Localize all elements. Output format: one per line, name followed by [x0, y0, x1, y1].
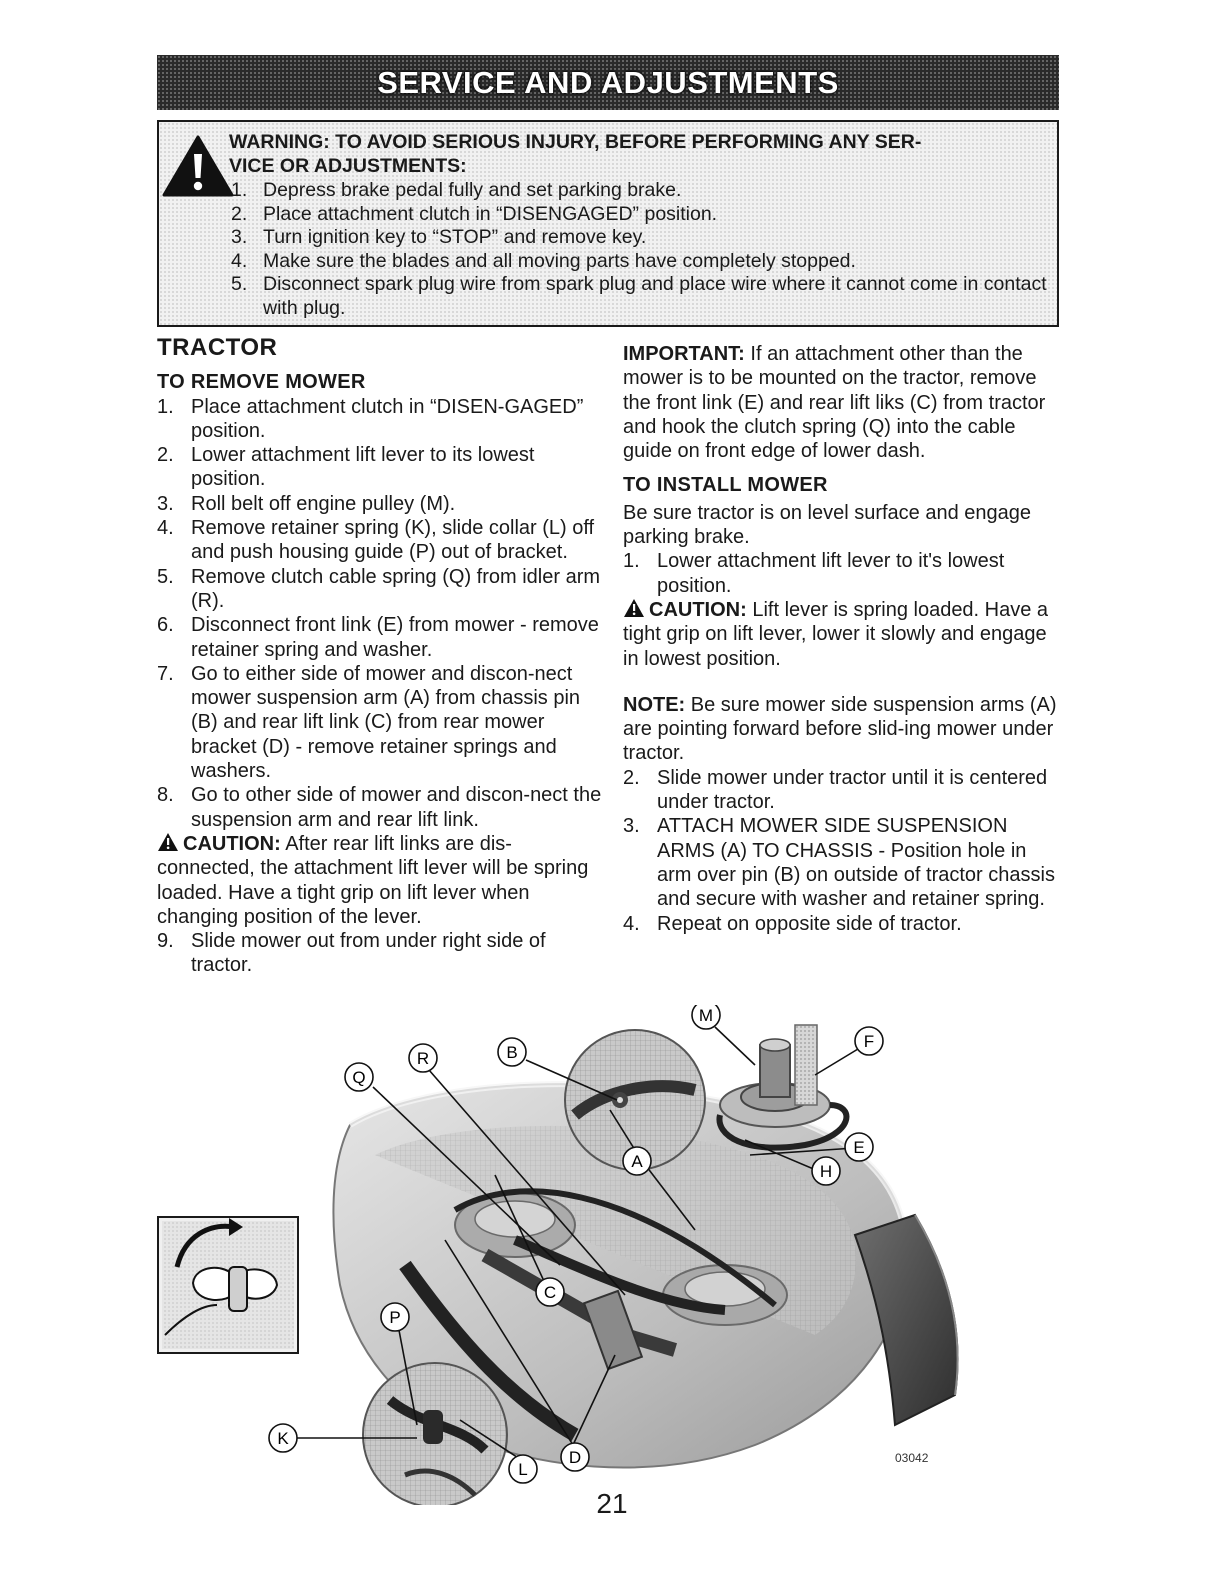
warning-heading-line-2: VICE OR ADJUSTMENTS:: [229, 155, 467, 177]
remove-mower-final-step: [157, 929, 602, 978]
step-number: 4.: [157, 517, 174, 540]
remove-mower-heading: TO REMOVE MOWER: [157, 371, 366, 394]
mower-deck-illustration: [155, 1005, 1067, 1505]
warning-item: [231, 203, 1051, 227]
caution-text: After rear lift links are dis-connected, the attachment lift lever will be spring loaded. Have a tight grip on lift lever when changing position of the lever.: [157, 832, 589, 928]
step-text: Lower attachment lift lever to it's lowest position.: [657, 550, 1005, 597]
remove-step: [157, 516, 602, 565]
left-column: [157, 336, 602, 978]
warning-heading-line-1: WARNING: TO AVOID SERIOUS INJURY, BEFORE PERFORMING ANY SER-: [229, 131, 922, 153]
step-text: Lower attachment lift lever to its lowest position.: [191, 444, 535, 491]
callout-h: [812, 1157, 840, 1185]
caution-triangle-icon: [157, 832, 179, 852]
caution-triangle-icon: [623, 598, 645, 618]
remove-step: [157, 443, 602, 492]
warning-triangle-icon: [161, 134, 235, 198]
callout-c: [536, 1278, 564, 1306]
step-text: Place attachment clutch in “DISEN-GAGED” position.: [191, 395, 584, 442]
callout-q: [345, 1063, 373, 1091]
callout-q-label: Q: [352, 1068, 366, 1087]
warning-item-text: Make sure the blades and all moving parts have completely stopped.: [263, 249, 856, 272]
step-text: Go to other side of mower and discon-nect the suspension arm and rear lift link.: [191, 784, 602, 831]
important-text: If an attachment other than the mower is to be mounted on the tractor, remove the front link (E) and rear lift liks (C) from tractor and hook the clutch spring (Q) into the cable guide on front edge of lower dash.: [623, 343, 1046, 463]
warning-item: [231, 250, 1051, 274]
warning-item: [231, 179, 1051, 203]
callout-l-label: L: [518, 1460, 528, 1479]
warning-item-number: 2.: [231, 202, 248, 225]
step-number: 9.: [157, 930, 174, 953]
step-number: 6.: [157, 614, 174, 637]
callout-e: [845, 1133, 873, 1161]
remove-mower-steps: [157, 395, 602, 832]
callout-c-label: C: [543, 1283, 557, 1302]
install-step: [623, 912, 1063, 936]
install-step: [623, 766, 1063, 815]
step-number: 3.: [623, 815, 640, 838]
detail-circle-k-l-p: [363, 1363, 507, 1505]
step-text: Slide mower out from under right side of tractor.: [191, 930, 546, 977]
caution-text: Lift lever is spring loaded. Have a tight grip on lift lever, lower it slowly and engage in lowest position.: [623, 598, 1049, 670]
note-text: Be sure mower side suspension arms (A) are pointing forward before slid-ing mower under tractor.: [623, 693, 1057, 765]
page-number: 21: [596, 1488, 628, 1519]
step-text: Roll belt off engine pulley (M).: [191, 492, 456, 515]
callout-k: [269, 1424, 297, 1452]
tractor-heading: TRACTOR: [157, 334, 278, 361]
warning-item-text: Disconnect spark plug wire from spark plug and place wire where it cannot come in contact with plug.: [263, 273, 1047, 319]
step-text: Disconnect front link (E) from mower - remove retainer spring and washer.: [191, 614, 599, 661]
caution-label: CAUTION:: [183, 832, 281, 855]
warning-item-number: 5.: [231, 273, 248, 296]
install-step: [623, 814, 1063, 911]
warning-box: [157, 120, 1059, 327]
warning-item: [231, 226, 1051, 250]
remove-step: [157, 929, 602, 978]
install-mower-heading: TO INSTALL MOWER: [623, 474, 828, 497]
step-text: Repeat on opposite side of tractor.: [657, 912, 962, 935]
callout-k-label: K: [277, 1429, 289, 1448]
warning-item: [231, 273, 1051, 320]
step-text: Remove clutch cable spring (Q) from idler arm (R).: [191, 565, 601, 612]
step-number: 8.: [157, 784, 174, 807]
step-number: 1.: [623, 550, 640, 573]
install-step: [623, 549, 1063, 598]
warning-item-number: 1.: [231, 179, 248, 201]
important-note: [623, 342, 1063, 463]
figure-code: 03042: [895, 1451, 929, 1465]
remove-step: [157, 565, 602, 614]
step-number: 5.: [157, 565, 174, 588]
warning-item-text: Place attachment clutch in “DISENGAGED” position.: [263, 202, 718, 225]
callout-b: [498, 1038, 526, 1066]
install-note: [623, 693, 1063, 766]
callout-m: [692, 1005, 720, 1029]
caution-label: CAUTION:: [649, 598, 747, 621]
step-number: 2.: [623, 766, 640, 789]
step-number: 7.: [157, 662, 174, 685]
callout-m-label: M: [698, 1006, 714, 1025]
callout-f-label: F: [863, 1032, 875, 1051]
note-label: NOTE:: [623, 693, 686, 716]
install-steps: [623, 766, 1063, 936]
remove-step: [157, 613, 602, 662]
step-text: ATTACH MOWER SIDE SUSPENSION ARMS (A) TO CHASSIS - Position hole in arm over pin (B) on outside of tractor chassis and secure with washer and retainer spring.: [657, 815, 1055, 911]
remove-step: [157, 395, 602, 444]
step-number: 3.: [157, 492, 174, 515]
warning-item-text: Turn ignition key to “STOP” and remove key.: [263, 226, 647, 249]
callout-a-label: A: [631, 1152, 643, 1171]
section-header-banner: [157, 55, 1059, 110]
callout-d: [561, 1443, 589, 1471]
callout-d-label: D: [568, 1448, 582, 1467]
callout-b-label: B: [506, 1043, 518, 1062]
callout-l: [509, 1455, 537, 1483]
step-number: 2.: [157, 444, 174, 467]
remove-caution: [157, 832, 602, 929]
install-intro: Be sure tractor is on level surface and engage parking brake.: [623, 501, 1032, 549]
remove-step: [157, 492, 602, 516]
step-text: Remove retainer spring (K), slide collar (L) off and push housing guide (P) out of bracket.: [191, 517, 595, 564]
step-number: 4.: [623, 912, 640, 935]
warning-item-text: Depress brake pedal fully and set parking brake.: [263, 179, 682, 201]
callout-a: [623, 1147, 651, 1175]
right-column: [623, 342, 1063, 936]
callout-e-label: E: [853, 1138, 865, 1157]
install-caution: [623, 598, 1063, 671]
install-step-1: [623, 549, 1063, 598]
remove-step: [157, 783, 602, 832]
step-text: Go to either side of mower and discon-nect mower suspension arm (A) from chassis pin (B) and rear lift link (C) from rear mower bracket (D) - remove retainer springs and washers.: [191, 662, 581, 783]
step-number: 1.: [157, 395, 174, 418]
callout-f: [855, 1027, 883, 1055]
warning-list: [231, 179, 1051, 321]
warning-item-number: 3.: [231, 226, 248, 249]
callout-r: [409, 1044, 437, 1072]
section-title: SERVICE AND ADJUSTMENTS: [377, 64, 839, 100]
important-label: IMPORTANT:: [623, 343, 745, 365]
remove-step: [157, 662, 602, 783]
warning-item-number: 4.: [231, 249, 248, 272]
callout-p-label: P: [389, 1308, 401, 1327]
callout-p: [381, 1303, 409, 1331]
callout-h-label: H: [819, 1162, 833, 1181]
warning-heading: [229, 130, 1059, 178]
inset-box: [158, 1217, 298, 1353]
callout-r-label: R: [416, 1049, 430, 1068]
step-text: Slide mower under tractor until it is centered under tractor.: [657, 766, 1048, 814]
